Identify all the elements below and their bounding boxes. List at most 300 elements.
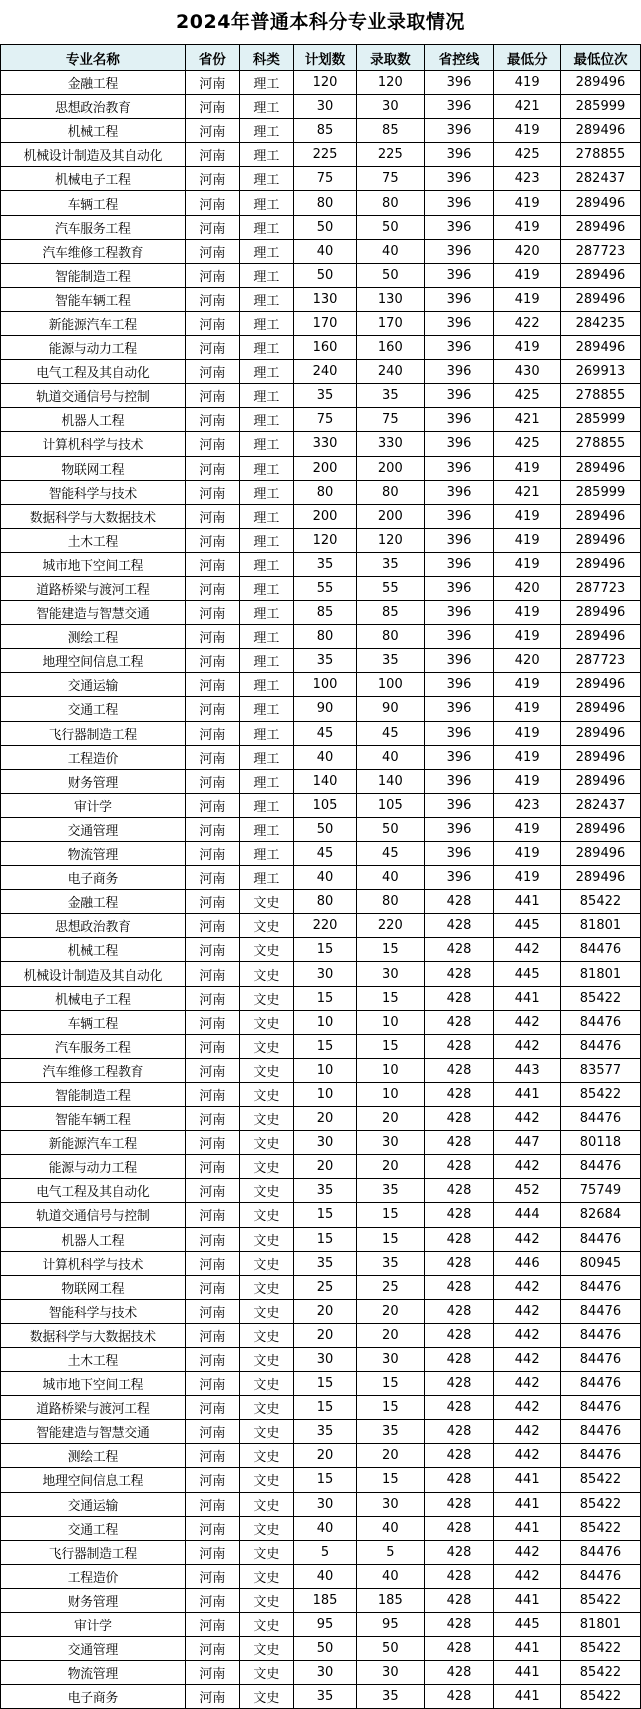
cell-admitted-count: 50 (357, 215, 425, 239)
cell-plan-count: 35 (293, 1420, 356, 1444)
cell-category: 理工 (239, 697, 293, 721)
cell-provincial-line: 396 (424, 71, 494, 95)
cell-plan-count: 30 (293, 1661, 356, 1685)
cell-category: 理工 (239, 721, 293, 745)
cell-province: 河南 (185, 408, 239, 432)
cell-plan-count: 35 (293, 1685, 356, 1709)
cell-min-score: 419 (494, 769, 560, 793)
cell-provincial-line: 428 (424, 1564, 494, 1588)
cell-min-score: 441 (494, 1588, 560, 1612)
cell-major-name: 能源与动力工程 (1, 1155, 186, 1179)
cell-admitted-count: 80 (357, 625, 425, 649)
cell-plan-count: 50 (293, 215, 356, 239)
table-row (1, 239, 641, 263)
cell-min-rank: 84476 (560, 1323, 640, 1347)
cell-provincial-line: 396 (424, 866, 494, 890)
cell-plan-count: 55 (293, 576, 356, 600)
cell-admitted-count: 120 (357, 71, 425, 95)
cell-provincial-line: 428 (424, 1299, 494, 1323)
cell-min-score: 442 (494, 1396, 560, 1420)
cell-category: 理工 (239, 263, 293, 287)
table-row (1, 1420, 641, 1444)
cell-major-name: 新能源汽车工程 (1, 311, 186, 335)
cell-major-name: 机器人工程 (1, 408, 186, 432)
cell-provincial-line: 396 (424, 552, 494, 576)
cell-province: 河南 (185, 986, 239, 1010)
table-header (1, 45, 641, 71)
cell-major-name: 数据科学与大数据技术 (1, 504, 186, 528)
cell-min-score: 441 (494, 986, 560, 1010)
cell-category: 理工 (239, 745, 293, 769)
cell-min-score: 421 (494, 480, 560, 504)
cell-province: 河南 (185, 552, 239, 576)
cell-category: 文史 (239, 1010, 293, 1034)
table-row (1, 1058, 641, 1082)
cell-plan-count: 105 (293, 793, 356, 817)
table-body (1, 71, 641, 1709)
cell-min-score: 442 (494, 1155, 560, 1179)
table-row (1, 1372, 641, 1396)
cell-min-score: 441 (494, 1492, 560, 1516)
cell-provincial-line: 428 (424, 1420, 494, 1444)
cell-plan-count: 40 (293, 239, 356, 263)
table-row (1, 1082, 641, 1106)
cell-min-score: 442 (494, 1010, 560, 1034)
cell-province: 河南 (185, 745, 239, 769)
cell-province: 河南 (185, 1685, 239, 1709)
cell-plan-count: 15 (293, 1372, 356, 1396)
cell-province: 河南 (185, 673, 239, 697)
cell-admitted-count: 35 (357, 649, 425, 673)
cell-min-rank: 269913 (560, 360, 640, 384)
cell-min-score: 422 (494, 311, 560, 335)
cell-provincial-line: 396 (424, 817, 494, 841)
cell-plan-count: 20 (293, 1107, 356, 1131)
cell-plan-count: 40 (293, 1564, 356, 1588)
cell-category: 文史 (239, 1347, 293, 1371)
cell-min-rank: 85422 (560, 890, 640, 914)
cell-min-rank: 84476 (560, 938, 640, 962)
cell-major-name: 道路桥梁与渡河工程 (1, 576, 186, 600)
cell-major-name: 汽车服务工程 (1, 1034, 186, 1058)
cell-plan-count: 240 (293, 360, 356, 384)
cell-category: 文史 (239, 1637, 293, 1661)
cell-min-score: 419 (494, 119, 560, 143)
cell-min-score: 441 (494, 890, 560, 914)
cell-plan-count: 5 (293, 1540, 356, 1564)
cell-provincial-line: 396 (424, 769, 494, 793)
cell-min-score: 419 (494, 745, 560, 769)
cell-plan-count: 85 (293, 601, 356, 625)
cell-major-name: 工程造价 (1, 1564, 186, 1588)
cell-provincial-line: 396 (424, 745, 494, 769)
cell-province: 河南 (185, 1227, 239, 1251)
cell-category: 文史 (239, 1251, 293, 1275)
cell-provincial-line: 428 (424, 1275, 494, 1299)
header-province: 省份 (185, 45, 239, 71)
cell-min-score: 419 (494, 866, 560, 890)
cell-min-rank: 287723 (560, 649, 640, 673)
cell-admitted-count: 50 (357, 1637, 425, 1661)
cell-min-rank: 289496 (560, 697, 640, 721)
cell-province: 河南 (185, 311, 239, 335)
cell-plan-count: 20 (293, 1155, 356, 1179)
cell-major-name: 交通运输 (1, 673, 186, 697)
cell-province: 河南 (185, 1420, 239, 1444)
cell-admitted-count: 15 (357, 1227, 425, 1251)
cell-min-rank: 289496 (560, 336, 640, 360)
table-row (1, 287, 641, 311)
cell-provincial-line: 396 (424, 191, 494, 215)
cell-min-rank: 80118 (560, 1131, 640, 1155)
cell-major-name: 审计学 (1, 1613, 186, 1637)
cell-min-rank: 289496 (560, 215, 640, 239)
cell-provincial-line: 396 (424, 625, 494, 649)
cell-min-rank: 285999 (560, 408, 640, 432)
cell-major-name: 机械设计制造及其自动化 (1, 962, 186, 986)
cell-admitted-count: 5 (357, 1540, 425, 1564)
table-row (1, 1516, 641, 1540)
cell-province: 河南 (185, 1516, 239, 1540)
cell-admitted-count: 15 (357, 1396, 425, 1420)
cell-category: 理工 (239, 432, 293, 456)
cell-min-score: 425 (494, 384, 560, 408)
cell-provincial-line: 396 (424, 384, 494, 408)
cell-admitted-count: 15 (357, 1203, 425, 1227)
cell-provincial-line: 396 (424, 143, 494, 167)
cell-plan-count: 15 (293, 1468, 356, 1492)
cell-provincial-line: 396 (424, 793, 494, 817)
cell-min-rank: 287723 (560, 239, 640, 263)
cell-category: 文史 (239, 1661, 293, 1685)
cell-province: 河南 (185, 1323, 239, 1347)
cell-plan-count: 50 (293, 263, 356, 287)
cell-category: 文史 (239, 890, 293, 914)
cell-min-score: 419 (494, 191, 560, 215)
cell-admitted-count: 140 (357, 769, 425, 793)
cell-plan-count: 40 (293, 745, 356, 769)
cell-category: 理工 (239, 817, 293, 841)
table-row (1, 938, 641, 962)
cell-province: 河南 (185, 1010, 239, 1034)
cell-province: 河南 (185, 1444, 239, 1468)
cell-admitted-count: 10 (357, 1058, 425, 1082)
cell-category: 理工 (239, 119, 293, 143)
cell-major-name: 工程造价 (1, 745, 186, 769)
cell-category: 理工 (239, 528, 293, 552)
cell-min-rank: 84476 (560, 1564, 640, 1588)
cell-admitted-count: 80 (357, 191, 425, 215)
cell-category: 理工 (239, 866, 293, 890)
cell-province: 河南 (185, 263, 239, 287)
cell-admitted-count: 20 (357, 1323, 425, 1347)
cell-provincial-line: 396 (424, 673, 494, 697)
cell-category: 理工 (239, 143, 293, 167)
cell-min-score: 442 (494, 1540, 560, 1564)
cell-admitted-count: 35 (357, 1420, 425, 1444)
table-row (1, 1540, 641, 1564)
cell-province: 河南 (185, 191, 239, 215)
cell-provincial-line: 428 (424, 1058, 494, 1082)
cell-province: 河南 (185, 914, 239, 938)
cell-province: 河南 (185, 336, 239, 360)
table-row (1, 95, 641, 119)
cell-category: 理工 (239, 71, 293, 95)
cell-category: 理工 (239, 601, 293, 625)
cell-category: 理工 (239, 649, 293, 673)
cell-province: 河南 (185, 480, 239, 504)
cell-province: 河南 (185, 866, 239, 890)
cell-category: 文史 (239, 962, 293, 986)
cell-min-score: 442 (494, 1420, 560, 1444)
cell-min-score: 442 (494, 1323, 560, 1347)
table-row (1, 191, 641, 215)
cell-admitted-count: 85 (357, 601, 425, 625)
cell-plan-count: 85 (293, 119, 356, 143)
cell-min-rank: 289496 (560, 817, 640, 841)
cell-admitted-count: 200 (357, 456, 425, 480)
cell-min-score: 446 (494, 1251, 560, 1275)
cell-provincial-line: 428 (424, 1492, 494, 1516)
cell-major-name: 电气工程及其自动化 (1, 1179, 186, 1203)
cell-min-score: 420 (494, 649, 560, 673)
cell-admitted-count: 85 (357, 119, 425, 143)
table-row (1, 408, 641, 432)
cell-min-rank: 84476 (560, 1010, 640, 1034)
cell-category: 文史 (239, 1492, 293, 1516)
table-row (1, 1323, 641, 1347)
cell-category: 文史 (239, 1516, 293, 1540)
cell-provincial-line: 428 (424, 1468, 494, 1492)
cell-min-rank: 289496 (560, 673, 640, 697)
table-row (1, 890, 641, 914)
cell-min-rank: 85422 (560, 1685, 640, 1709)
cell-province: 河南 (185, 601, 239, 625)
cell-min-score: 419 (494, 673, 560, 697)
table-row (1, 1299, 641, 1323)
cell-admitted-count: 50 (357, 817, 425, 841)
cell-admitted-count: 220 (357, 914, 425, 938)
cell-min-score: 441 (494, 1516, 560, 1540)
cell-major-name: 审计学 (1, 793, 186, 817)
cell-admitted-count: 330 (357, 432, 425, 456)
cell-admitted-count: 75 (357, 408, 425, 432)
cell-province: 河南 (185, 1034, 239, 1058)
cell-provincial-line: 428 (424, 1613, 494, 1637)
cell-min-rank: 81801 (560, 1613, 640, 1637)
cell-plan-count: 35 (293, 649, 356, 673)
cell-min-score: 445 (494, 962, 560, 986)
table-row (1, 1588, 641, 1612)
cell-provincial-line: 396 (424, 239, 494, 263)
cell-provincial-line: 396 (424, 360, 494, 384)
cell-major-name: 交通管理 (1, 817, 186, 841)
cell-province: 河南 (185, 1588, 239, 1612)
cell-min-score: 419 (494, 71, 560, 95)
cell-province: 河南 (185, 1275, 239, 1299)
cell-major-name: 交通工程 (1, 697, 186, 721)
cell-admitted-count: 100 (357, 673, 425, 697)
cell-min-score: 423 (494, 793, 560, 817)
cell-provincial-line: 396 (424, 432, 494, 456)
cell-category: 文史 (239, 1203, 293, 1227)
cell-major-name: 能源与动力工程 (1, 336, 186, 360)
cell-major-name: 机器人工程 (1, 1227, 186, 1251)
cell-min-score: 419 (494, 287, 560, 311)
cell-admitted-count: 240 (357, 360, 425, 384)
cell-provincial-line: 428 (424, 1347, 494, 1371)
cell-province: 河南 (185, 1251, 239, 1275)
cell-admitted-count: 35 (357, 1179, 425, 1203)
cell-category: 理工 (239, 793, 293, 817)
cell-min-rank: 289496 (560, 528, 640, 552)
cell-province: 河南 (185, 1396, 239, 1420)
cell-provincial-line: 428 (424, 938, 494, 962)
cell-plan-count: 40 (293, 1516, 356, 1540)
cell-category: 文史 (239, 1685, 293, 1709)
cell-admitted-count: 170 (357, 311, 425, 335)
table-row (1, 673, 641, 697)
cell-min-rank: 282437 (560, 167, 640, 191)
cell-min-rank: 81801 (560, 962, 640, 986)
cell-provincial-line: 428 (424, 1107, 494, 1131)
cell-admitted-count: 40 (357, 1516, 425, 1540)
cell-category: 理工 (239, 336, 293, 360)
table-row (1, 119, 641, 143)
cell-category: 文史 (239, 1034, 293, 1058)
cell-province: 河南 (185, 721, 239, 745)
cell-province: 河南 (185, 1637, 239, 1661)
cell-province: 河南 (185, 504, 239, 528)
cell-min-rank: 289496 (560, 842, 640, 866)
cell-category: 理工 (239, 360, 293, 384)
table-row (1, 914, 641, 938)
cell-admitted-count: 30 (357, 1131, 425, 1155)
cell-plan-count: 200 (293, 504, 356, 528)
cell-major-name: 智能建造与智慧交通 (1, 601, 186, 625)
cell-min-rank: 289496 (560, 504, 640, 528)
cell-admitted-count: 15 (357, 986, 425, 1010)
cell-admitted-count: 40 (357, 745, 425, 769)
cell-province: 河南 (185, 817, 239, 841)
cell-provincial-line: 428 (424, 1661, 494, 1685)
cell-min-rank: 85422 (560, 1588, 640, 1612)
cell-min-rank: 278855 (560, 432, 640, 456)
cell-min-score: 420 (494, 576, 560, 600)
cell-min-rank: 285999 (560, 480, 640, 504)
cell-admitted-count: 30 (357, 962, 425, 986)
table-row (1, 263, 641, 287)
cell-major-name: 思想政治教育 (1, 95, 186, 119)
table-row (1, 649, 641, 673)
cell-min-score: 441 (494, 1661, 560, 1685)
cell-admitted-count: 35 (357, 384, 425, 408)
cell-province: 河南 (185, 1564, 239, 1588)
cell-admitted-count: 45 (357, 721, 425, 745)
table-row (1, 552, 641, 576)
cell-min-score: 420 (494, 239, 560, 263)
cell-provincial-line: 396 (424, 697, 494, 721)
cell-min-score: 430 (494, 360, 560, 384)
cell-plan-count: 30 (293, 1131, 356, 1155)
cell-province: 河南 (185, 1299, 239, 1323)
cell-plan-count: 90 (293, 697, 356, 721)
cell-plan-count: 130 (293, 287, 356, 311)
cell-major-name: 测绘工程 (1, 1444, 186, 1468)
cell-category: 文史 (239, 1444, 293, 1468)
cell-min-rank: 84476 (560, 1227, 640, 1251)
cell-province: 河南 (185, 1155, 239, 1179)
cell-provincial-line: 396 (424, 504, 494, 528)
cell-category: 理工 (239, 239, 293, 263)
cell-min-rank: 84476 (560, 1155, 640, 1179)
table-row (1, 1661, 641, 1685)
cell-min-rank: 84476 (560, 1396, 640, 1420)
cell-min-score: 419 (494, 456, 560, 480)
cell-provincial-line: 428 (424, 1155, 494, 1179)
cell-plan-count: 95 (293, 1613, 356, 1637)
cell-plan-count: 120 (293, 71, 356, 95)
cell-major-name: 计算机科学与技术 (1, 432, 186, 456)
cell-plan-count: 170 (293, 311, 356, 335)
cell-min-score: 419 (494, 552, 560, 576)
cell-admitted-count: 20 (357, 1155, 425, 1179)
cell-major-name: 轨道交通信号与控制 (1, 384, 186, 408)
cell-admitted-count: 20 (357, 1444, 425, 1468)
cell-min-score: 442 (494, 1564, 560, 1588)
cell-admitted-count: 45 (357, 842, 425, 866)
cell-provincial-line: 428 (424, 890, 494, 914)
cell-plan-count: 80 (293, 191, 356, 215)
cell-min-rank: 84476 (560, 1107, 640, 1131)
cell-min-score: 419 (494, 842, 560, 866)
cell-provincial-line: 396 (424, 287, 494, 311)
cell-provincial-line: 428 (424, 1203, 494, 1227)
table-row (1, 769, 641, 793)
cell-admitted-count: 80 (357, 480, 425, 504)
cell-province: 河南 (185, 842, 239, 866)
cell-category: 文史 (239, 1058, 293, 1082)
cell-plan-count: 160 (293, 336, 356, 360)
cell-plan-count: 15 (293, 938, 356, 962)
cell-major-name: 财务管理 (1, 769, 186, 793)
cell-province: 河南 (185, 576, 239, 600)
table-row (1, 432, 641, 456)
cell-min-rank: 289496 (560, 745, 640, 769)
cell-province: 河南 (185, 119, 239, 143)
admission-table (0, 44, 641, 1709)
cell-major-name: 电子商务 (1, 1685, 186, 1709)
cell-provincial-line: 396 (424, 95, 494, 119)
cell-plan-count: 35 (293, 384, 356, 408)
cell-major-name: 机械设计制造及其自动化 (1, 143, 186, 167)
cell-plan-count: 80 (293, 890, 356, 914)
header-plan-count: 计划数 (293, 45, 356, 71)
table-row (1, 1637, 641, 1661)
cell-admitted-count: 25 (357, 1275, 425, 1299)
cell-category: 文史 (239, 1107, 293, 1131)
cell-min-score: 425 (494, 143, 560, 167)
cell-min-rank: 85422 (560, 1637, 640, 1661)
cell-provincial-line: 396 (424, 528, 494, 552)
cell-admitted-count: 40 (357, 866, 425, 890)
cell-admitted-count: 80 (357, 890, 425, 914)
header-min-score: 最低分 (494, 45, 560, 71)
table-row (1, 1613, 641, 1637)
cell-major-name: 飞行器制造工程 (1, 721, 186, 745)
cell-major-name: 智能车辆工程 (1, 1107, 186, 1131)
cell-min-score: 419 (494, 215, 560, 239)
